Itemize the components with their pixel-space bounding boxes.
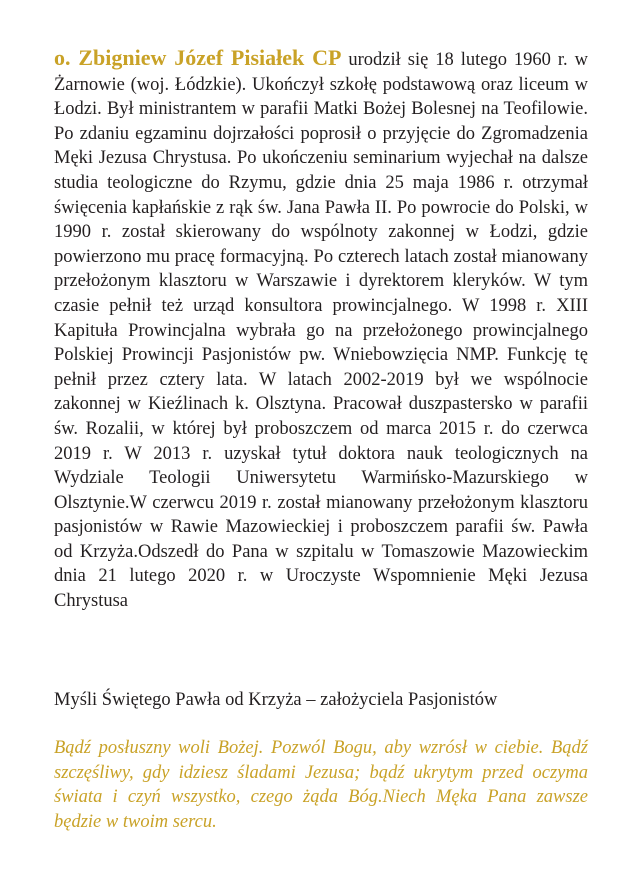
quote-heading: Myśli Świętego Pawła od Krzyża – założyciela Pasjonistów (54, 690, 498, 710)
biography-text: urodził się 18 lutego 1960 r. w Żarnowie (woj. Łódzkie). Ukończył szkołę podstawową oraz liceum w Łodzi. Był ministrantem w parafii Matki Bożej Bolesnej na Teofilowie. Po zdaniu egzaminu dojrzałości poprosił o przyjęcie do Zgromadzenia Męki Jezusa Chrystusa. Po ukończeniu seminarium wyjechał na dalsze studia teologiczne do Rzymu, gdzie dnia 25 maja 1986 r. otrzymał święcenia kapłańskie z rąk św. Jana Pawła II. Po powrocie do Polski, w 1990 r. został skierowany do wspólnoty zakonnej w Łodzi, gdzie powierzono mu pracę formacyjną. Po czterech latach został mianowany przełożonym klasztoru w Warszawie i dyrektorem kleryków. W tym czasie pełnił też urząd konsultora prowincjalnego. W 1998 r. XIII Kapituła Prowincjalna wybrała go na przełożonego prowincjalnego Polskiej Prowincji Pasjonistów pw. Wniebowzięcia NMP. Funkcję tę pełnił przez cztery lata. W latach 2002-2019 był we wspólnocie zakonnej w Kieźlinach k. Olsztyna. Pracował duszpastersko w parafii św. Rozalii, w której był proboszczem od marca 2015 r. do czerwca 2019 r. W 2013 r. uzyskał tytuł doktora nauk teologicznych na Wydziale Teologii Uniwersytetu Warmińsko-Mazurskiego w Olsztynie.W czerwcu 2019 r. został mianowany przełożonym klasztoru pasjonistów w Rawie Mazowieckiej i proboszczem parafii św. Pawła od Krzyża.Odszedł do Pana w szpitalu w Tomaszowie Mazowieckim dnia 21 lutego 2020 r. w Uroczyste Wspomnienie Męki Jezusa Chrystusa (54, 50, 588, 612)
person-name: o. Zbigniew Józef Pisiałek CP (54, 45, 342, 70)
biography-paragraph (54, 46, 588, 614)
saint-quote: Bądź posłuszny woli Bożej. Pozwól Bogu, aby wzrósł w ciebie. Bądź szczęśliwy, gdy idziesz śladami Jezusa; bądź ukrytym przed oczyma świata i czyń wszystko, czego żąda Bóg.Niech Męka Pana zawsze będzie w twoim sercu. (54, 738, 588, 832)
